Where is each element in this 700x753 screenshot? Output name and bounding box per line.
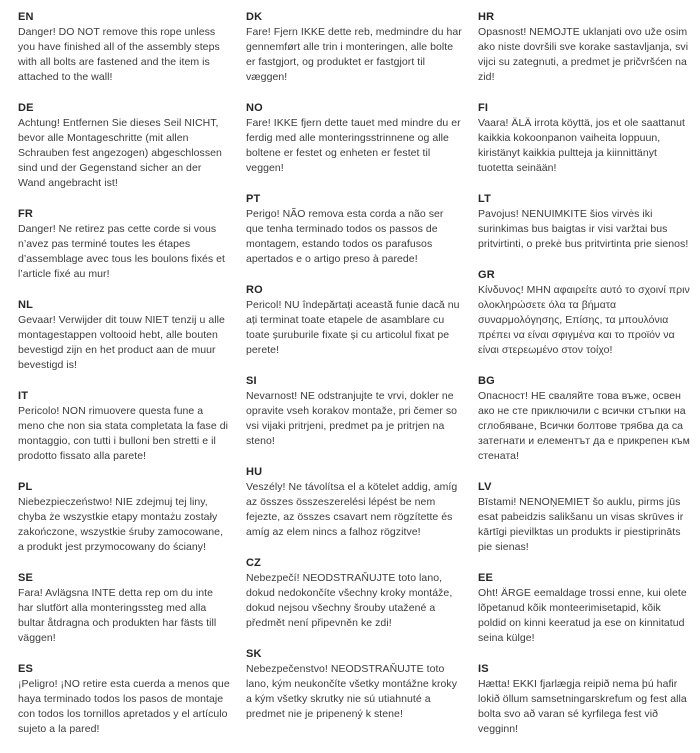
warning-text: Danger! DO NOT remove this rope unless you have finished all of the assembly steps with all bolts are fastened and the item is attached to the wall! [18,26,220,83]
warning-text: Danger! Ne retirez pas cette corde si vous n’avez pas terminé toutes les étapes d’assemblage avec tous les boulons fixés et l’article fixé au mur! [18,223,226,280]
warning-text: Fare! Fjern IKKE dette reb, medmindre du har gennemført alle trin i monteringen, alle bolte er fastgjort, og produktet er fastgjort til væggen! [246,26,462,83]
language-code: EN [18,11,34,23]
warning-section-nl [18,298,230,373]
language-code: FR [18,208,34,220]
warning-text: Oht! ÄRGE eemaldage trossi enne, kui olete lõpetanud kõik monteerimisetapid, kõik poldid on kinni keeratud ja ese on kinnitatud seina külge! [478,587,687,644]
language-code: PT [246,193,261,205]
language-code: RO [246,284,263,296]
warning-text: Gevaar! Verwijder dit touw NIET tenzij u alle montagestappen voltooid hebt, alle bouten bevestigd zijn en het product aan de muur bevestigd is! [18,314,225,371]
language-code: EE [478,572,494,584]
warning-section-no [246,101,462,176]
warning-section-fi [478,101,692,176]
warning-text: Niebezpieczeństwo! NIE zdejmuj tej liny, chyba że wszystkie etapy montażu zostały zakończone, wszystkie śruby zamocowane, a produkt jest przymocowany do ściany! [18,496,224,553]
warning-section-se [18,571,230,646]
warning-section-pl [18,480,230,555]
warning-text: Nevarnost! NE odstranjujte te vrvi, dokler ne opravite vseh korakov montaže, pri čemer so vsi vijaki pritrjeni, predmet pa je pritrjen na steno! [246,390,458,447]
language-code: IT [18,390,29,402]
warning-column-1 [18,10,230,753]
warning-section-hr [478,10,692,85]
warning-section-de [18,101,230,191]
language-code: GR [478,269,495,281]
warning-section-cz [246,556,462,631]
warning-text: Fare! IKKE fjern dette tauet med mindre du er ferdig med alle monteringsstrinnene og alle boltene er festet og enheten er festet til veggen! [246,117,461,174]
warning-text: Vaara! ÄLÄ irrota köyttä, jos et ole saattanut kaikkia kokoonpanon vaiheita loppuun, kiristänyt kaikkia pultteja ja kiinnittänyt tuotetta seinään! [478,117,685,174]
warning-section-bg [478,374,692,464]
language-code: SK [246,648,262,660]
language-code: IS [478,663,489,675]
warning-section-fr [18,207,230,282]
language-code: SE [18,572,34,584]
warning-text: Nebezpečenstvo! NEODSTRAŇUJTE toto lano, kým neukončíte všetky montážne kroky a kým všetky skrutky nie sú utiahnuté a predmet nie je pripenený k stene! [246,663,458,720]
warning-section-ee [478,571,692,646]
warning-text: Bīstami! NENOŅEMIET šo auklu, pirms jūs esat pabeidzis salikšanu un visas skrūves ir kārtīgi pievilktas un produkts ir piestiprināts pie sienas! [478,496,684,553]
warning-text: ¡Peligro! ¡NO retire esta cuerda a menos que haya terminado todos los pasos de montaje con todos los tornillos apretados y el artículo sujeto a la pared! [18,678,230,735]
language-code: FI [478,102,489,114]
warning-text: Opasnost! NEMOJTE uklanjati ovo uže osim ako niste dovršili sve korake sastavljanja, svi vijci su zategnuti, a predmet je pričvršćen na zid! [478,26,689,83]
language-code: CZ [246,557,262,569]
warning-section-it [18,389,230,464]
language-code: ES [18,663,34,675]
warning-section-dk [246,10,462,85]
warning-text: Hætta! EKKI fjarlægja reipið nema þú hafir lokið öllum samsetningarskrefum og fest alla bolta svo að varan sé kyrfilega fest við vegginn! [478,678,687,735]
language-code: DE [18,102,34,114]
warning-section-ro [246,283,462,358]
language-code: BG [478,375,495,387]
language-code: NL [18,299,34,311]
language-code: DK [246,11,263,23]
warning-section-en [18,10,230,85]
warning-text: Κίνδυνος! ΜΗΝ αφαιρείτε αυτό το σχοινί πριν ολοκληρώσετε όλα τα βήματα συναρμολόγησης, Επίσης, τα μπουλόνια πρέπει να είναι σφιγμένα και το προϊόν να είναι στερεωμένο στον τοίχο! [478,284,690,356]
warning-section-si [246,374,462,449]
warning-section-lt [478,192,692,252]
language-code: LT [478,193,492,205]
language-code: NO [246,102,263,114]
warning-text: Pericol! NU îndepărtați această funie dacă nu ați terminat toate etapele de asamblare cu toate șuruburile fixate și cu articolul fixat pe perete! [246,299,460,356]
warning-column-3 [478,10,692,753]
warning-section-gr [478,268,692,358]
warning-section-pt [246,192,462,267]
language-code: HR [478,11,495,23]
warning-text: Perigo! NÃO remova esta corda a não ser que tenha terminado todos os passos de montagem, estando todos os parafusos apertados e o artigo preso à parede! [246,208,444,265]
warning-column-2 [246,10,462,738]
language-code: SI [246,375,257,387]
warning-text: Pericolo! NON rimuovere questa fune a meno che non sia stata completata la fase di montaggio, con tutti i bulloni ben stretti e il prodotto fissato alla parete! [18,405,228,462]
language-code: LV [478,481,492,493]
warning-section-lv [478,480,692,555]
warning-text: Fara! Avlägsna INTE detta rep om du inte har slutfört alla monteringssteg med alla bultar åtdragna och produkten har fästs till väggen! [18,587,217,644]
language-code: PL [18,481,33,493]
warning-text: Achtung! Entfernen Sie dieses Seil NICHT, bevor alle Montageschritte (mit allen Schrauben fest angezogen) abgeschlossen sind und der Gegenstand sicher an der Wand angebracht ist! [18,117,222,189]
warning-text: Pavojus! NENUIMKITE šios virvės iki surinkimas bus baigtas ir visi varžtai bus pritvirtinti, o prekė bus pritvirtinta prie sienos! [478,208,689,250]
warning-section-sk [246,647,462,722]
warning-text: Опасност! НЕ сваляйте това въже, освен ако не сте приключили с всички стъпки на сглобяване, Всички болтове трябва да са затегнати и елементът да е прикрепен към стената! [478,390,690,462]
language-code: HU [246,466,263,478]
warning-text: Nebezpečí! NEODSTRAŇUJTE toto lano, dokud nedokončíte všechny kroky montáže, dokud nejsou všechny šrouby utažené a předmět není připevněn ke zdi! [246,572,453,629]
warning-section-hu [246,465,462,540]
warning-text: Veszély! Ne távolítsa el a kötelet addig, amíg az összes összeszerelési lépést be nem fejezte, az összes csavart nem rögzítette és amíg az elem nincs a falhoz rögzitve! [246,481,458,538]
